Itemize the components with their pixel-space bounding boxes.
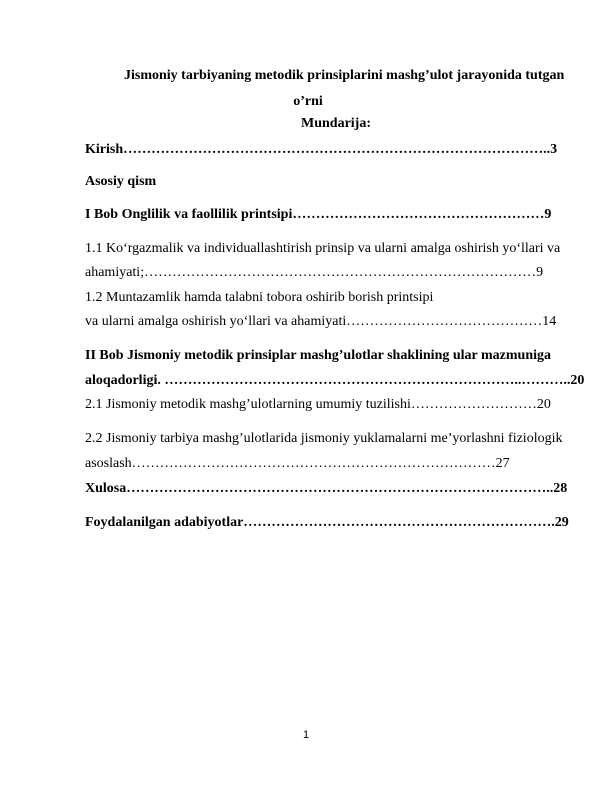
toc-main-part: Asosiy qism (85, 174, 157, 189)
toc-chapter-2-line2: aloqadorligi. …………………………………………………………………..………..20 (85, 373, 585, 388)
toc-chapter-1: I Bob Onglilik va faollilik printsipi………………………………………………9 (85, 207, 552, 222)
toc-item-2-2-line2: asoslash……………………………………………………………………27 (85, 456, 510, 471)
toc-item-1-2-line2: va ularni amalga oshirish yo‘llari va ahamiyati……………………………………14 (85, 314, 557, 329)
toc-item-1-1-line2: ahamiyati;…………………………………………………………………………9 (85, 265, 544, 280)
page-number: 1 (302, 729, 310, 741)
document-title-line2: o’rni (293, 94, 323, 109)
document-title-line1: Jismoniy tarbiyaning metodik prinsiplarini mashg’ulot jarayonida tutgan (124, 68, 565, 83)
toc-item-2-2-line1: 2.2 Jismoniy tarbiya mashg’ulotlarida jismoniy yuklamalarni me’yorlashni fiziologik (85, 431, 563, 446)
contents-heading: Mundarija: (301, 116, 371, 131)
toc-conclusion: Xulosa………………………………………………………………………………..28 (85, 481, 568, 496)
toc-chapter-2-line1: II Bob Jismoniy metodik prinsiplar mashg’ulotlar shaklining ular mazmuniga (85, 348, 551, 363)
toc-references: Foydalanilgan adabiyotlar………………………………………………………….29 (85, 515, 569, 530)
toc-intro: Kirish………………………………………………………………………………..3 (85, 142, 558, 157)
toc-item-2-1: 2.1 Jismoniy metodik mashg’ulotlarning umumiy tuzilishi………………………20 (85, 397, 551, 412)
toc-item-1-1-line1: 1.1 Ko‘rgazmalik va individuallashtirish prinsip va ularni amalga oshirish yo‘llari va (85, 241, 561, 256)
toc-item-1-2-line1: 1.2 Muntazamlik hamda talabni tobora oshirib borish printsipi (85, 290, 434, 305)
